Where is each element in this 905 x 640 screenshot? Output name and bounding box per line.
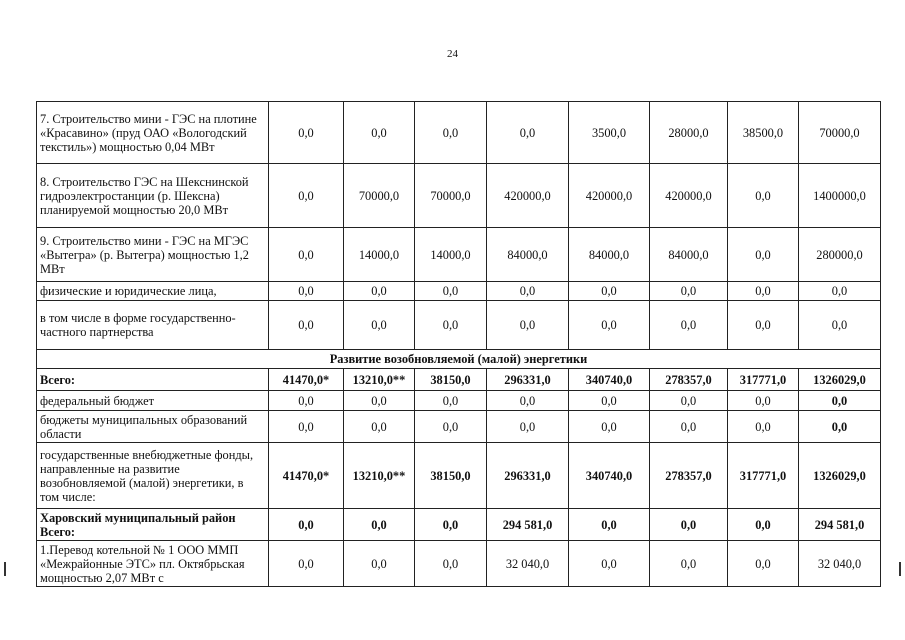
value-cell: 1326029,0: [799, 443, 881, 509]
row-label: государственные внебюджетные фонды, направленные на развитие возобновляемой (малой) энергетики, в том числе:: [37, 443, 269, 509]
value-cell: 70000,0: [344, 164, 415, 228]
row-label: Харовский муниципальный район Всего:: [37, 509, 269, 541]
value-cell: 0,0: [344, 102, 415, 164]
value-cell: 0,0: [650, 411, 728, 443]
value-cell: 0,0: [487, 102, 569, 164]
value-cell: 340740,0: [569, 443, 650, 509]
value-cell: 0,0: [650, 282, 728, 301]
value-cell: 420000,0: [487, 164, 569, 228]
value-cell: 0,0: [569, 541, 650, 587]
value-cell: 0,0: [487, 391, 569, 411]
value-cell: 0,0: [728, 411, 799, 443]
value-cell: 14000,0: [344, 228, 415, 282]
value-cell: 0,0: [415, 509, 487, 541]
value-cell: 0,0: [415, 541, 487, 587]
value-cell: 41470,0*: [269, 369, 344, 391]
value-cell: 0,0: [728, 509, 799, 541]
value-cell: 32 040,0: [487, 541, 569, 587]
value-cell: 0,0: [650, 301, 728, 350]
value-cell: 0,0: [269, 282, 344, 301]
value-cell: 0,0: [415, 301, 487, 350]
value-cell: 0,0: [269, 228, 344, 282]
value-cell: 0,0: [269, 102, 344, 164]
value-cell: 0,0: [728, 282, 799, 301]
table-row: [37, 369, 881, 391]
value-cell: 278357,0: [650, 443, 728, 509]
value-cell: 0,0: [344, 509, 415, 541]
value-cell: 0,0: [344, 282, 415, 301]
row-label: федеральный бюджет: [37, 391, 269, 411]
value-cell: 317771,0: [728, 443, 799, 509]
value-cell: 296331,0: [487, 369, 569, 391]
section-header-row: [37, 350, 881, 369]
table-row: [37, 509, 881, 541]
value-cell: 0,0: [415, 282, 487, 301]
page-number: 24: [447, 48, 458, 60]
value-cell: 0,0: [650, 391, 728, 411]
table-row: [37, 541, 881, 587]
value-cell: 0,0: [569, 282, 650, 301]
value-cell: 1400000,0: [799, 164, 881, 228]
value-cell: 0,0: [344, 391, 415, 411]
value-cell: 70000,0: [799, 102, 881, 164]
value-cell: 0,0: [799, 282, 881, 301]
value-cell: 340740,0: [569, 369, 650, 391]
value-cell: 13210,0**: [344, 369, 415, 391]
row-label: 7. Строительство мини - ГЭС на плотине «Красавино» (пруд ОАО «Вологодский текстиль») мощностью 0,04 МВт: [37, 102, 269, 164]
value-cell: 0,0: [728, 301, 799, 350]
left-edge-mark: [4, 562, 6, 576]
table-row: [37, 164, 881, 228]
value-cell: 294 581,0: [799, 509, 881, 541]
row-label: 8. Строительство ГЭС на Шекснинской гидроэлектростанции (р. Шексна) планируемой мощностью 20,0 МВт: [37, 164, 269, 228]
value-cell: 13210,0**: [344, 443, 415, 509]
value-cell: 280000,0: [799, 228, 881, 282]
table-row: [37, 301, 881, 350]
value-cell: 317771,0: [728, 369, 799, 391]
value-cell: 0,0: [569, 411, 650, 443]
row-label: физические и юридические лица,: [37, 282, 269, 301]
section-title: Развитие возобновляемой (малой) энергетики: [37, 350, 881, 369]
value-cell: 0,0: [799, 411, 881, 443]
value-cell: 0,0: [269, 391, 344, 411]
value-cell: 0,0: [344, 301, 415, 350]
value-cell: 0,0: [487, 282, 569, 301]
row-label: 9. Строительство мини - ГЭС на МГЭС «Вытегра» (р. Вытегра) мощностью 1,2 МВт: [37, 228, 269, 282]
value-cell: 38150,0: [415, 443, 487, 509]
value-cell: 0,0: [269, 301, 344, 350]
value-cell: 420000,0: [569, 164, 650, 228]
table-row: [37, 443, 881, 509]
value-cell: 0,0: [569, 509, 650, 541]
right-edge-mark: [899, 562, 901, 576]
value-cell: 0,0: [799, 391, 881, 411]
value-cell: 28000,0: [650, 102, 728, 164]
value-cell: 296331,0: [487, 443, 569, 509]
table-body: [37, 102, 881, 587]
row-label: бюджеты муниципальных образований области: [37, 411, 269, 443]
value-cell: 84000,0: [569, 228, 650, 282]
table-row: [37, 282, 881, 301]
value-cell: 0,0: [728, 228, 799, 282]
value-cell: 84000,0: [487, 228, 569, 282]
value-cell: 70000,0: [415, 164, 487, 228]
value-cell: 0,0: [415, 411, 487, 443]
value-cell: 0,0: [569, 301, 650, 350]
value-cell: 0,0: [569, 391, 650, 411]
value-cell: 32 040,0: [799, 541, 881, 587]
value-cell: 0,0: [415, 102, 487, 164]
value-cell: 0,0: [269, 509, 344, 541]
value-cell: 0,0: [344, 411, 415, 443]
value-cell: 0,0: [728, 164, 799, 228]
value-cell: 0,0: [269, 541, 344, 587]
row-label: Всего:: [37, 369, 269, 391]
row-label: 1.Перевод котельной № 1 ООО ММП «Межрайонные ЭТС» пл. Октябрьская мощностью 2,07 МВт с: [37, 541, 269, 587]
value-cell: 1326029,0: [799, 369, 881, 391]
row-label: в том числе в форме государственно-частного партнерства: [37, 301, 269, 350]
value-cell: 294 581,0: [487, 509, 569, 541]
value-cell: 0,0: [799, 301, 881, 350]
value-cell: 14000,0: [415, 228, 487, 282]
value-cell: 0,0: [728, 391, 799, 411]
value-cell: 278357,0: [650, 369, 728, 391]
value-cell: 38500,0: [728, 102, 799, 164]
table-row: [37, 102, 881, 164]
value-cell: 0,0: [487, 301, 569, 350]
value-cell: 0,0: [650, 509, 728, 541]
value-cell: 0,0: [415, 391, 487, 411]
value-cell: 41470,0*: [269, 443, 344, 509]
value-cell: 0,0: [269, 164, 344, 228]
value-cell: 0,0: [487, 411, 569, 443]
value-cell: 84000,0: [650, 228, 728, 282]
table-row: [37, 411, 881, 443]
value-cell: 38150,0: [415, 369, 487, 391]
value-cell: 3500,0: [569, 102, 650, 164]
value-cell: 0,0: [269, 411, 344, 443]
value-cell: 420000,0: [650, 164, 728, 228]
value-cell: 0,0: [728, 541, 799, 587]
table-row: [37, 391, 881, 411]
value-cell: 0,0: [344, 541, 415, 587]
data-table: [36, 101, 881, 587]
table-row: [37, 228, 881, 282]
value-cell: 0,0: [650, 541, 728, 587]
